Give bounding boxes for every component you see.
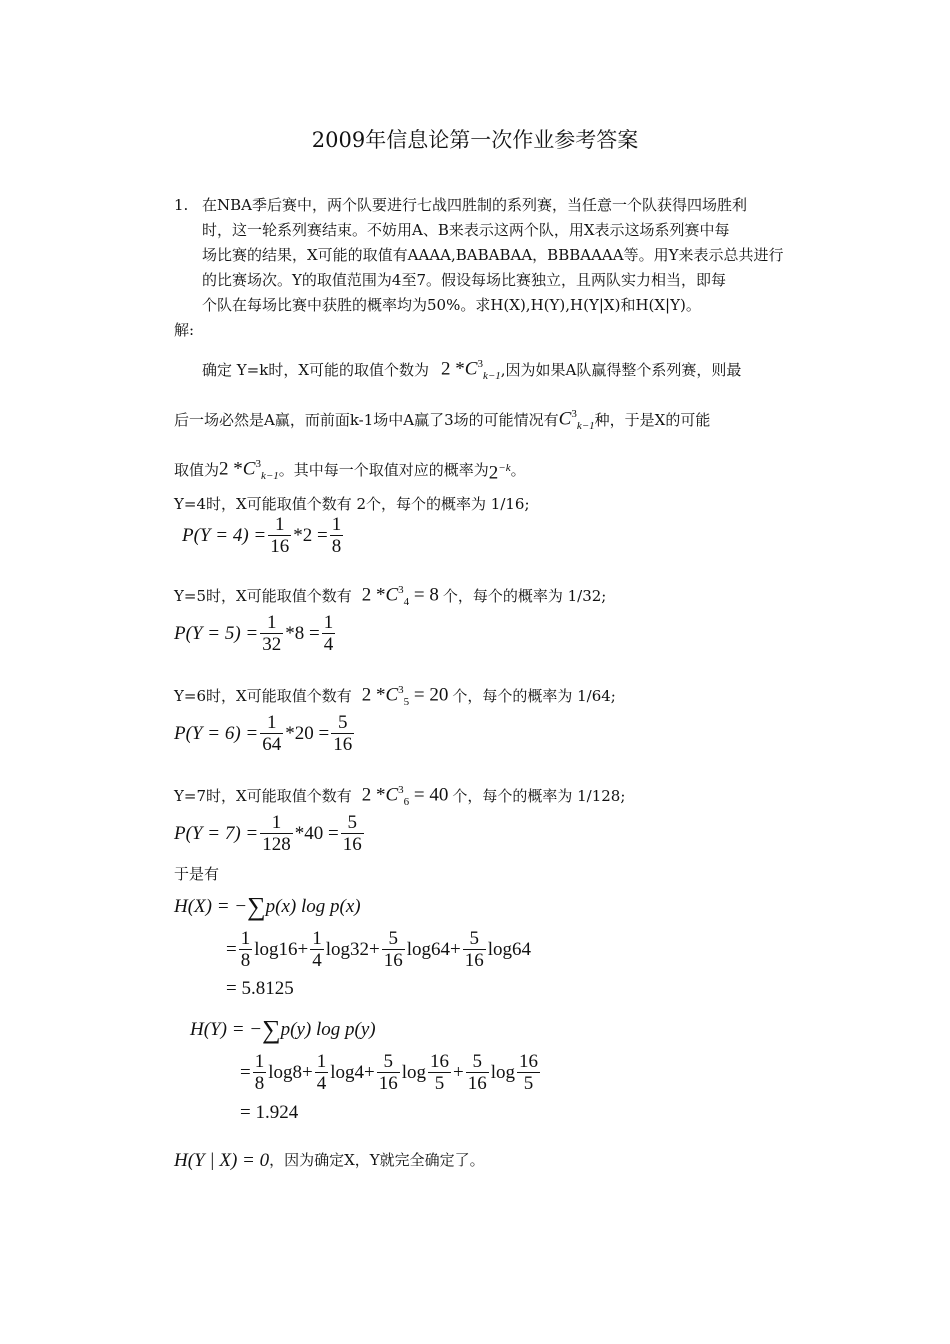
case-y7-text: Y=7时，X可能取值个数有 2 $*C^3_6 = 40$ 个，每个的概率为 1/128; — [174, 784, 626, 809]
solution-label: 解: — [174, 321, 195, 339]
question-text — [202, 193, 783, 318]
case-y7-equation: P(Y = 7) = $\frac{1}{128}$ *40 = $\frac{5}{16}$ — [174, 812, 362, 855]
hx-definition: H(X) = −∑p(x) log p(x) — [174, 892, 361, 921]
case-y4-equation: P(Y = 4) = $\frac{1}{16}$ *2 = $\frac{1}{8}$ — [182, 514, 342, 557]
hx-result: = 5.8125 — [226, 978, 294, 999]
hx-expansion: = $\frac{1}{8}$ log16 + $\frac{1}{4}$ log32 + $\frac{5}{16}$ log64 + $\frac{5}{16}$ log64 — [226, 928, 531, 971]
therefore-text: 于是有 — [174, 865, 220, 883]
solution-para-2: 后一场必然是A赢，而前面k-1场中A赢了3场的可能情况有 $C^3_{k-1}$ 种，于是X的可能 — [174, 402, 710, 439]
count-formula: 2 $*C^3_{k-1}$ — [441, 358, 501, 383]
case-y4-text: Y=4时，X可能取值个数有 2个，每个的概率为 1/16; — [174, 495, 530, 513]
solution-para-3: 取值为 2 $*C^3_{k-1}$ 。其中每一个取值对应的概率为 $2^{-k}$ 。 — [174, 452, 526, 489]
hy-definition: H(Y) = −∑p(y) log p(y) — [190, 1015, 376, 1044]
solution-para-1: 确定 Y=k时，X可能的取值个数为 2 $*C^3_{k-1}$ ,因为如果A队赢得整个系列赛，则最 — [202, 352, 741, 389]
case-y5-text: Y=5时，X可能取值个数有 2 $*C^3_4 = 8$ 个，每个的概率为 1/32; — [174, 584, 607, 609]
question-line: 时，这一轮系列赛结束。不妨用A、B来表示这两个队，用X表示这场系列赛中每 — [202, 221, 730, 239]
question-line: 的比赛场次。Y的取值范围为4至7。假设每场比赛独立，且两队实力相当，即每 — [202, 271, 726, 289]
case-y5-equation: P(Y = 5) = $\frac{1}{32}$ *8 = $\frac{1}{4}$ — [174, 612, 334, 655]
question-line: 个队在每场比赛中获胜的概率均为50%。求H(X),H(Y),H(Y|X)和H(X|Y)。 — [202, 296, 701, 314]
question-number: 1. — [174, 196, 189, 214]
case-y6-text: Y=6时，X可能取值个数有 2 $*C^3_5 = 20$ 个，每个的概率为 1/64; — [174, 684, 616, 709]
combination-formula: $C^3_{k-1}$ — [558, 408, 595, 433]
probability-formula: $2^{-k}$ — [488, 461, 511, 484]
question-line: 在NBA季后赛中，两个队要进行七战四胜制的系列赛，当任意一个队获得四场胜利 — [202, 196, 747, 214]
hyx-statement: H(Y | X) = 0 ，因为确定X，Y就完全确定了。 — [174, 1149, 485, 1171]
question-line: 场比赛的结果，X可能的取值有AAAA,BABABAA，BBBAAAA等。用Y来表示总共进行 — [202, 246, 784, 264]
case-y6-equation: P(Y = 6) = $\frac{1}{64}$ *20 = $\frac{5}{16}$ — [174, 712, 353, 755]
hy-expansion: = $\frac{1}{8}$ log8 + $\frac{1}{4}$ log4 + $\frac{5}{16}$ log $\frac{16}{5}$ + $\frac{5}{16}$ log $\frac{16}{5}$ — [240, 1051, 538, 1094]
count-formula: 2 $*C^3_{k-1}$ — [219, 458, 279, 483]
hy-result: = 1.924 — [240, 1102, 299, 1123]
page-title: 2009年信息论第一次作业参考答案 — [311, 128, 639, 152]
